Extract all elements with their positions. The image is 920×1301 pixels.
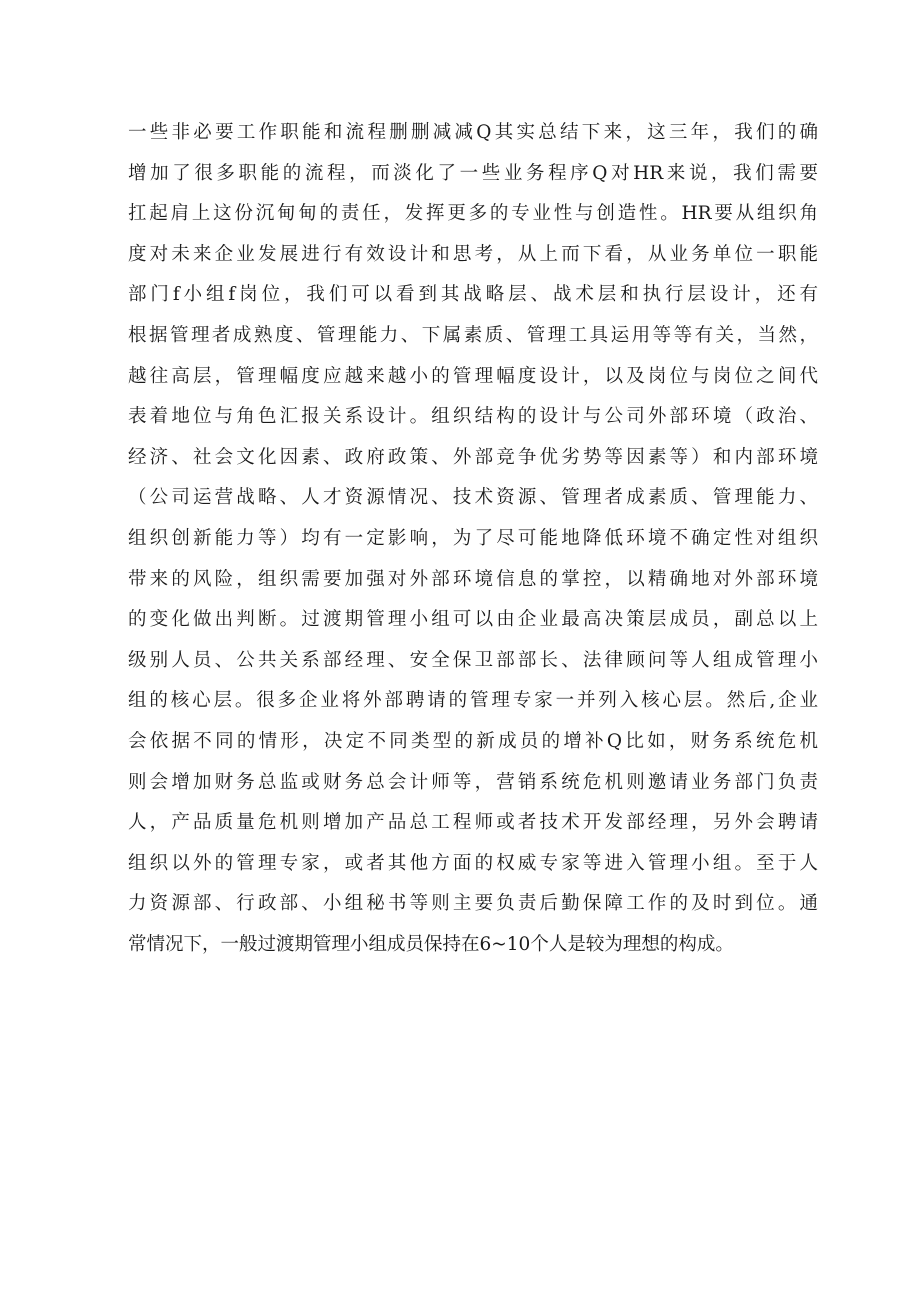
text-line-1: 一些非必要工作职能和流程删删减减Q其实总结下来，这三年，我们的确 bbox=[128, 122, 818, 143]
text-line-17: 则会增加财务总监或财务总会计师等，营销系统危机则邀请业务部门负责 bbox=[128, 771, 818, 793]
text-line-2: 增加了很多职能的流程，而淡化了一些业务程序Q对HR来说，我们需要 bbox=[128, 162, 818, 184]
text-line-16: 会依据不同的情形，决定不同类型的新成员的增补Q比如，财务系统危机 bbox=[128, 730, 818, 752]
text-line-14: 级别人员、公共关系部经理、安全保卫部部长、法律顾问等人组成管理小 bbox=[128, 649, 818, 671]
text-line-19: 组织以外的管理专家，或者其他方面的权威专家等进入管理小组。至于人 bbox=[128, 852, 818, 874]
text-line-4: 度对未来企业发展进行有效设计和思考，从上而下看，从业务单位一职能 bbox=[128, 243, 818, 265]
text-line-6: 根据管理者成熟度、管理能力、下属素质、管理工具运用等等有关，当然， bbox=[128, 324, 818, 346]
text-line-9: 经济、社会文化因素、政府政策、外部竞争优劣势等因素等）和内部环境 bbox=[128, 446, 818, 468]
text-line-3: 扛起肩上这份沉甸甸的责任，发挥更多的专业性与创造性。HR要从组织角 bbox=[128, 203, 818, 225]
text-line-20: 力资源部、行政部、小组秘书等则主要负责后勤保障工作的及时到位。通 bbox=[128, 893, 818, 915]
text-line-5: 部门f小组f岗位，我们可以看到其战略层、战术层和执行层设计，还有 bbox=[128, 284, 818, 306]
text-line-10: （公司运营战略、人才资源情况、技术资源、管理者成素质、管理能力、 bbox=[128, 487, 818, 509]
text-line-15: 组的核心层。很多企业将外部聘请的管理专家一并列入核心层。然后,企业 bbox=[128, 690, 818, 712]
text-line-8: 表着地位与角色汇报关系设计。组织结构的设计与公司外部环境（政治、 bbox=[128, 406, 818, 428]
text-line-12: 带来的风险，组织需要加强对外部环境信息的掌控，以精确地对外部环境 bbox=[128, 568, 818, 590]
text-line-18: 人，产品质量危机则增加产品总工程师或者技术开发部经理，另外会聘请 bbox=[128, 812, 818, 834]
text-line-7: 越往高层，管理幅度应越来越小的管理幅度设计，以及岗位与岗位之间代 bbox=[128, 365, 818, 387]
text-line-21: 常情况下，一般过渡期管理小组成员保持在6~10个人是较为理想的构成。 bbox=[128, 933, 734, 955]
text-line-11: 组织创新能力等）均有一定影响，为了尽可能地降低环境不确定性对组织 bbox=[128, 527, 818, 549]
text-line-13: 的变化做出判断。过渡期管理小组可以由企业最高决策层成员，副总以上 bbox=[128, 609, 818, 631]
body-paragraph bbox=[128, 113, 818, 965]
